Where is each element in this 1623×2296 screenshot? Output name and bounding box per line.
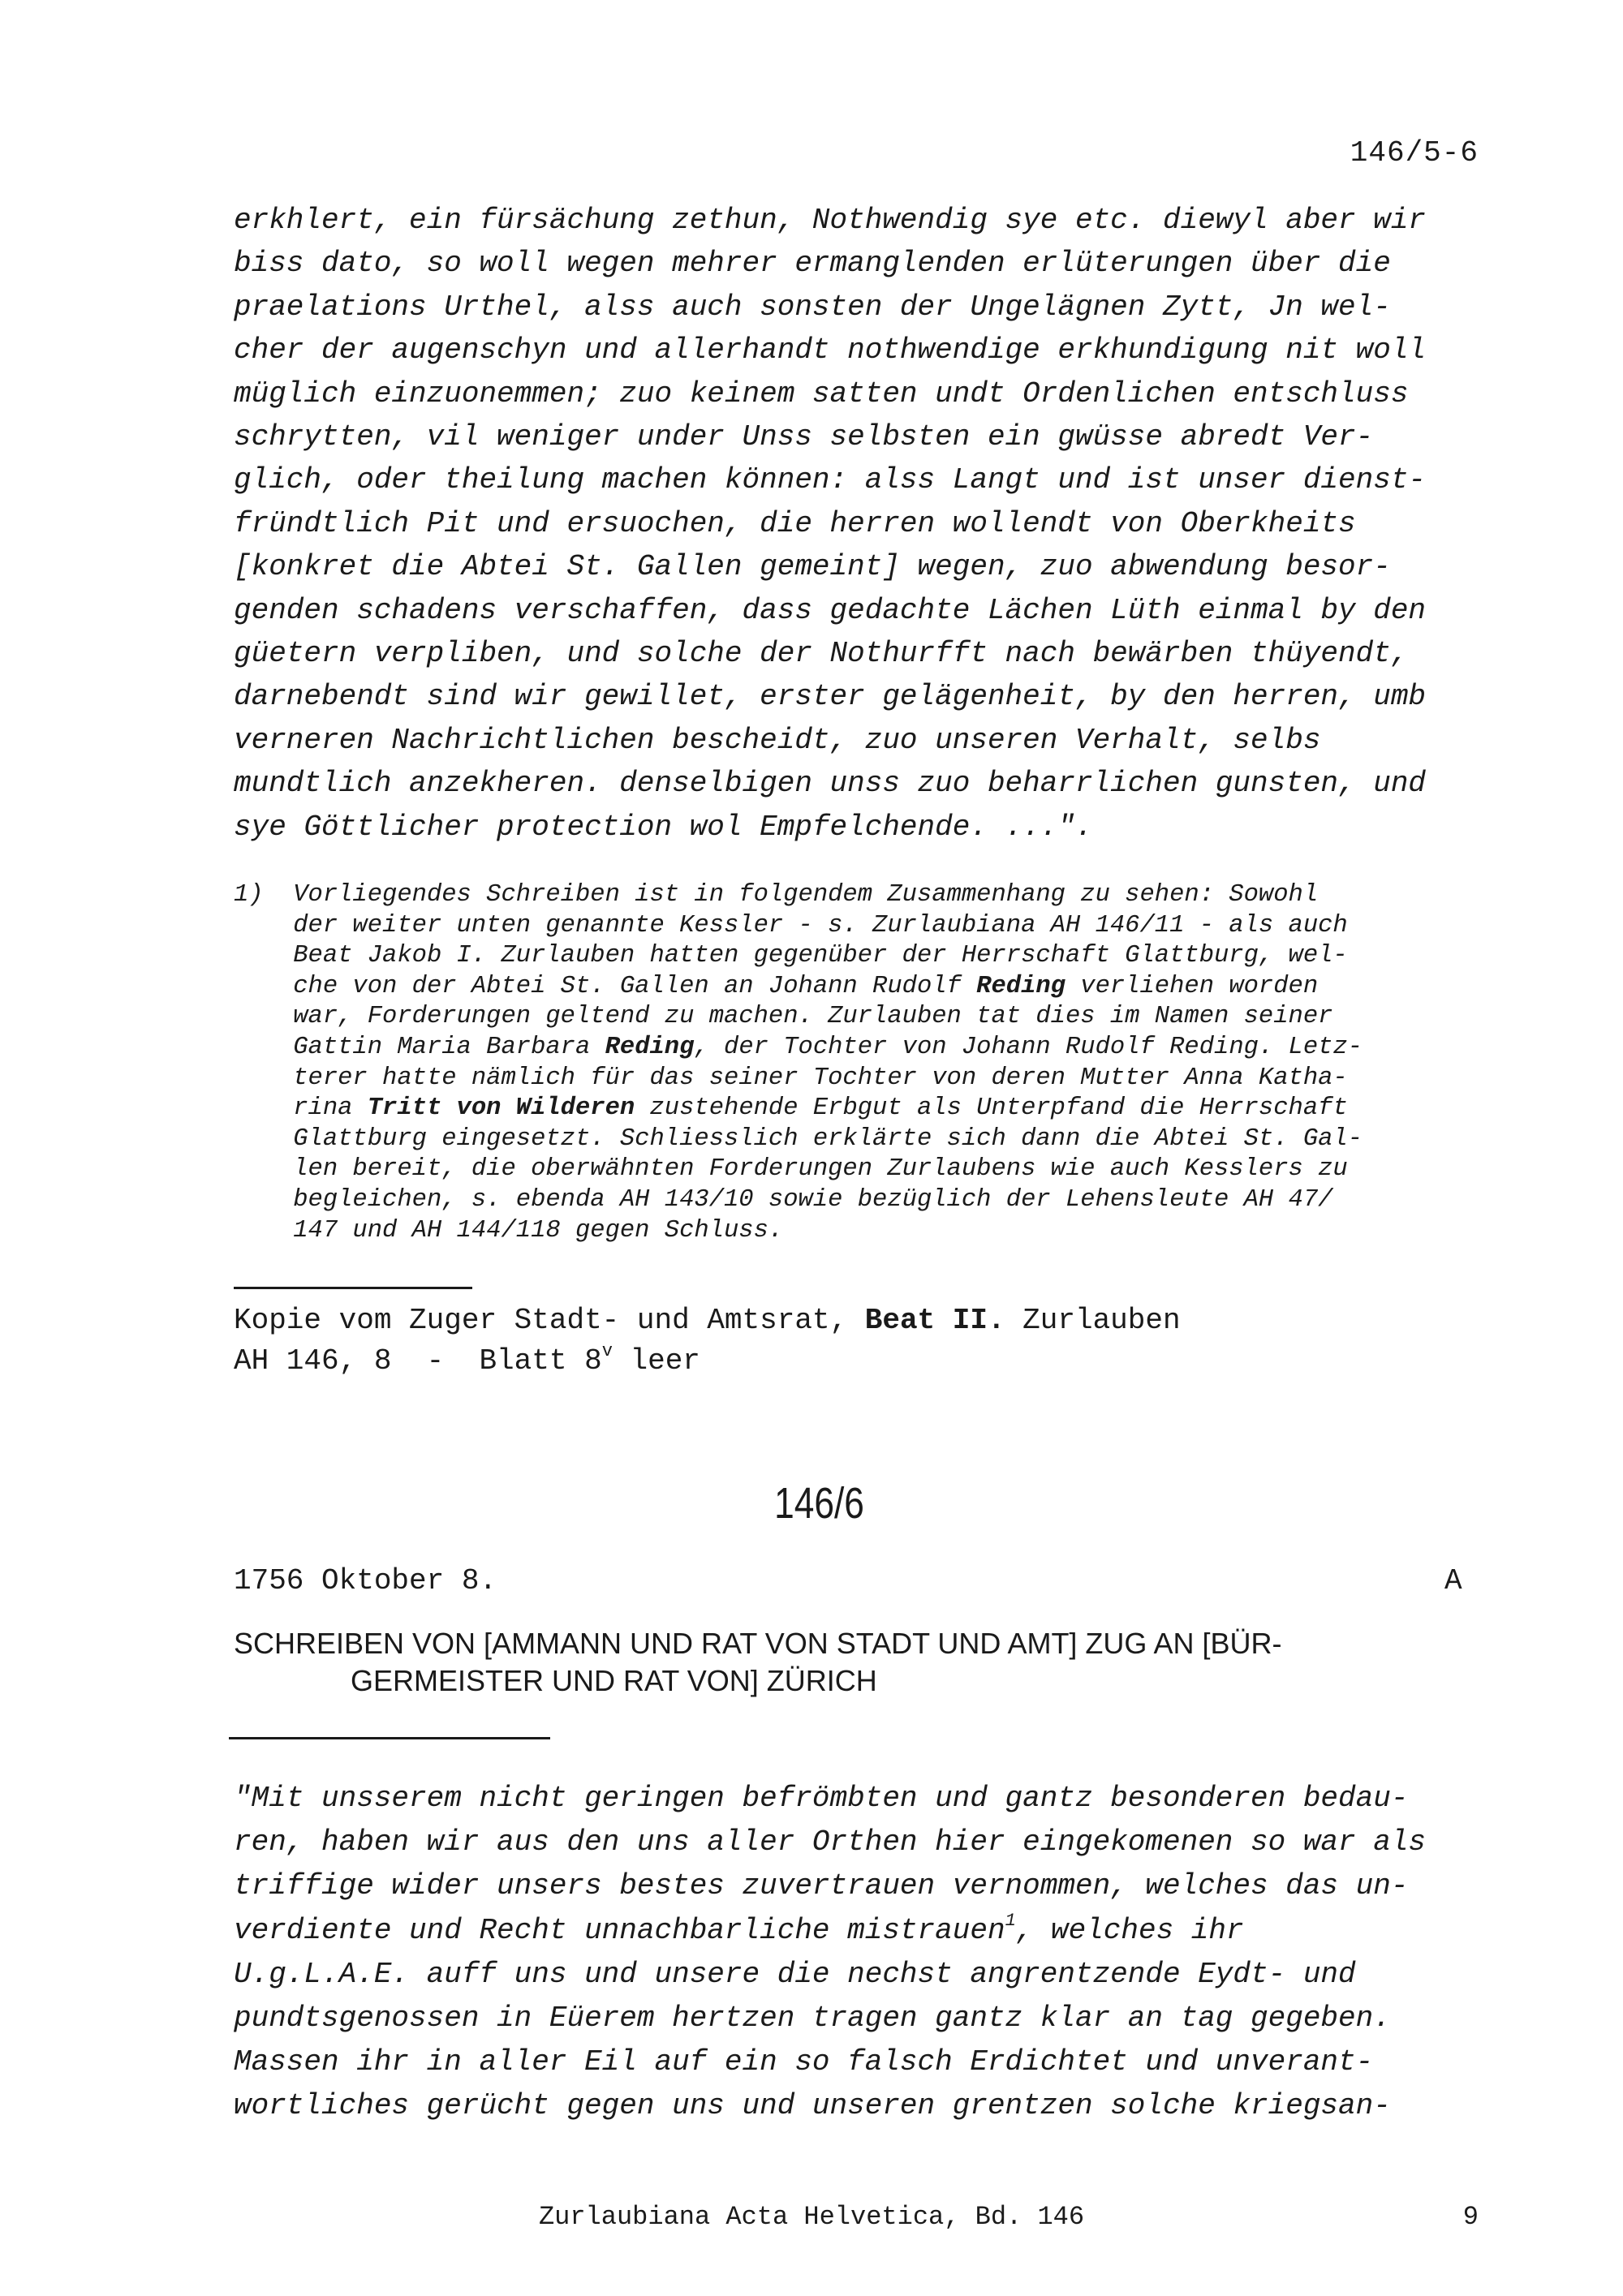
footnote-line xyxy=(234,1003,1332,1030)
footnote-line xyxy=(234,1064,1348,1092)
footer-page-number: 9 xyxy=(1462,2202,1479,2232)
footnote-name: Tritt von Wilderen xyxy=(367,1094,635,1123)
quote-text: U.g.L.A.E. auff uns und unsere die nechst angrentzende Eydt- und xyxy=(234,1957,1356,1991)
main-text-line: praelations Urthel, alss auch sonsten der Ungelägnen Zytt, Jn wel- xyxy=(234,290,1391,324)
footnote-line xyxy=(234,973,1318,1000)
footnote-line xyxy=(234,1217,783,1245)
footnote-line xyxy=(234,1094,1348,1122)
quote-text: pundtsgenossen in Eüerem hertzen tragen gantz klar an tag gegeben. xyxy=(234,2001,1391,2036)
verso-mark: v xyxy=(601,1341,613,1361)
main-text-line: müglich einzuonemmen; zuo keinem satten undt Ordenlichen entschluss xyxy=(234,376,1409,411)
footnote-text: len bereit, die oberwähnten Forderungen Zurlaubens wie auch Kesslers zu xyxy=(293,1155,1348,1184)
quote-text: triffige wider unsers bestes zuvertrauen vernommen, welches das un- xyxy=(234,1869,1409,1903)
footnote-block xyxy=(234,880,1480,1246)
quote-text: wortliches gerücht gegen uns und unseren grentzen solche kriegsan- xyxy=(234,2089,1391,2123)
footnote-text: war, Forderungen geltend zu machen. Zurlauben tat dies im Namen seiner xyxy=(293,1003,1333,1031)
footnote-text: zustehende Erbgut als Unterpfand die Herrschaft xyxy=(635,1094,1348,1123)
page-reference: 146/5-6 xyxy=(1350,136,1479,170)
main-text-line: mundtlich anzekheren. denselbigen unss zuo beharrlichen gunsten, und xyxy=(234,767,1427,801)
footnote-line xyxy=(234,1186,1332,1214)
footnote-text: Gattin Maria Barbara xyxy=(293,1033,605,1061)
main-text-line: glich, oder theilung machen können: alss Langt und ist unser dienst- xyxy=(234,463,1427,497)
entry-title-line: GERMEISTER UND RAT VON] ZÜRICH xyxy=(351,1664,877,1697)
separator-rule xyxy=(234,1287,472,1289)
footnote-line xyxy=(234,1155,1348,1183)
quote-line xyxy=(234,2045,1373,2079)
main-text-line: güetern verpliben, und solche der Nothurfft nach bewärben thüyendt, xyxy=(234,637,1409,671)
quote-text: "Mit unsserem nicht geringen befrömbten und gantz besonderen bedau- xyxy=(234,1782,1409,1815)
source-line xyxy=(234,1302,1181,1339)
archive-text: AH 146, 8 - Blatt 8 xyxy=(234,1344,602,1378)
footnote-text: Beat Jakob I. Zurlauben hatten gegenüber der Herrschaft Glattburg, wel- xyxy=(293,942,1348,970)
separator-rule xyxy=(229,1737,550,1739)
footnote-text: verliehen worden xyxy=(1065,972,1319,1000)
quote-text-block xyxy=(234,1777,1480,2129)
quote-text: Massen ihr in aller Eil auf ein so falsch Erdichtet und unverant- xyxy=(234,2045,1374,2079)
main-text-line: darnebendt sind wir gewillet, erster gelägenheit, by den herren, umb xyxy=(234,680,1427,714)
quote-text: ren, haben wir aus den uns aller Orthen hier eingekomenen so war als xyxy=(234,1825,1427,1860)
footnote-text: rina xyxy=(293,1094,368,1123)
main-text-block xyxy=(234,199,1480,849)
source-author: Beat II. xyxy=(864,1304,1005,1337)
quote-line xyxy=(234,1869,1408,1903)
footnote-ref: 1 xyxy=(1005,1910,1016,1931)
footnote-text: 147 und AH 144/118 gegen Schluss. xyxy=(293,1216,784,1245)
entry-date: 1756 Oktober 8. xyxy=(234,1564,497,1597)
main-text-line: erkhlert, ein fürsächung zethun, Nothwendig sye etc. diewyl aber wir xyxy=(234,204,1427,237)
main-text-line: schrytten, vil weniger under Unss selbsten ein gwüsse abredt Ver- xyxy=(234,420,1374,454)
footnote-text: Vorliegendes Schreiben ist in folgendem Zusammenhang zu sehen: Sowohl xyxy=(293,881,1319,909)
quote-line xyxy=(234,1825,1426,1859)
footnote-marker: 1) xyxy=(234,881,264,909)
archive-text: leer xyxy=(612,1344,700,1378)
footnote-name: Reding xyxy=(976,972,1065,1000)
quote-line xyxy=(234,1782,1408,1815)
archive-reference xyxy=(234,1343,700,1380)
entry-number-heading: 146/6 xyxy=(774,1479,864,1528)
footnote-line xyxy=(234,942,1348,970)
footnote-line xyxy=(234,881,1318,909)
footnote-text: begleichen, s. ebenda AH 143/10 sowie bezüglich der Lehensleute AH 47/ xyxy=(293,1185,1333,1214)
quote-text: verdiente und Recht unnachbarliche mistrauen xyxy=(234,1913,1005,1947)
footnote-name: Reding xyxy=(605,1033,695,1061)
main-text-line: genden schadens verschaffen, dass gedachte Lächen Lüth einmal by den xyxy=(234,593,1427,627)
footnote-text: , der Tochter von Johann Rudolf Reding. Letz- xyxy=(694,1033,1363,1061)
footnote-line xyxy=(234,1034,1363,1061)
main-text-line: [konkret die Abtei St. Gallen gemeint] wegen, zuo abwendung besor- xyxy=(234,550,1391,584)
source-text: Zurlauben xyxy=(1005,1304,1181,1337)
footnote-text: terer hatte nämlich für das seiner Tochter von deren Mutter Anna Katha- xyxy=(293,1064,1348,1092)
footnote-line xyxy=(234,1125,1363,1153)
entry-title-line: SCHREIBEN VON [AMMANN UND RAT VON STADT UND AMT] ZUG AN [BÜR- xyxy=(234,1627,1282,1660)
main-text-line: verneren Nachrichtlichen bescheidt, zuo unseren Verhalt, selbs xyxy=(234,723,1321,757)
footnote-text: der weiter unten genannte Kessler - s. Zurlaubiana AH 146/11 - als auch xyxy=(293,911,1348,939)
main-text-line: biss dato, so woll wegen mehrer ermanglenden erlüterungen über die xyxy=(234,247,1391,281)
footer-journal-title: Zurlaubiana Acta Helvetica, Bd. 146 xyxy=(538,2202,1085,2232)
quote-line xyxy=(234,2089,1391,2122)
quote-text: , welches ihr xyxy=(1015,1913,1244,1947)
main-text-line: fründtlich Pit und ersuochen, die herren wollendt von Oberkheits xyxy=(234,506,1356,540)
source-text: Kopie vom Zuger Stadt- und Amtsrat, xyxy=(234,1304,865,1337)
entry-type: A xyxy=(1444,1564,1462,1597)
footnote-text: che von der Abtei St. Gallen an Johann Rudolf xyxy=(293,972,977,1000)
quote-line xyxy=(234,1910,1244,1947)
quote-line xyxy=(234,1958,1356,1991)
footnote-line xyxy=(234,912,1348,939)
main-text-line: cher der augenschyn und allerhandt nothwendige erkhundigung nit woll xyxy=(234,333,1427,368)
footnote-text: Glattburg eingesetzt. Schliesslich erklärte sich dann die Abtei St. Gal- xyxy=(293,1124,1363,1153)
quote-line xyxy=(234,2001,1391,2035)
main-text-line: sye Göttlicher protection wol Empfelchende. ...". xyxy=(234,810,1093,844)
